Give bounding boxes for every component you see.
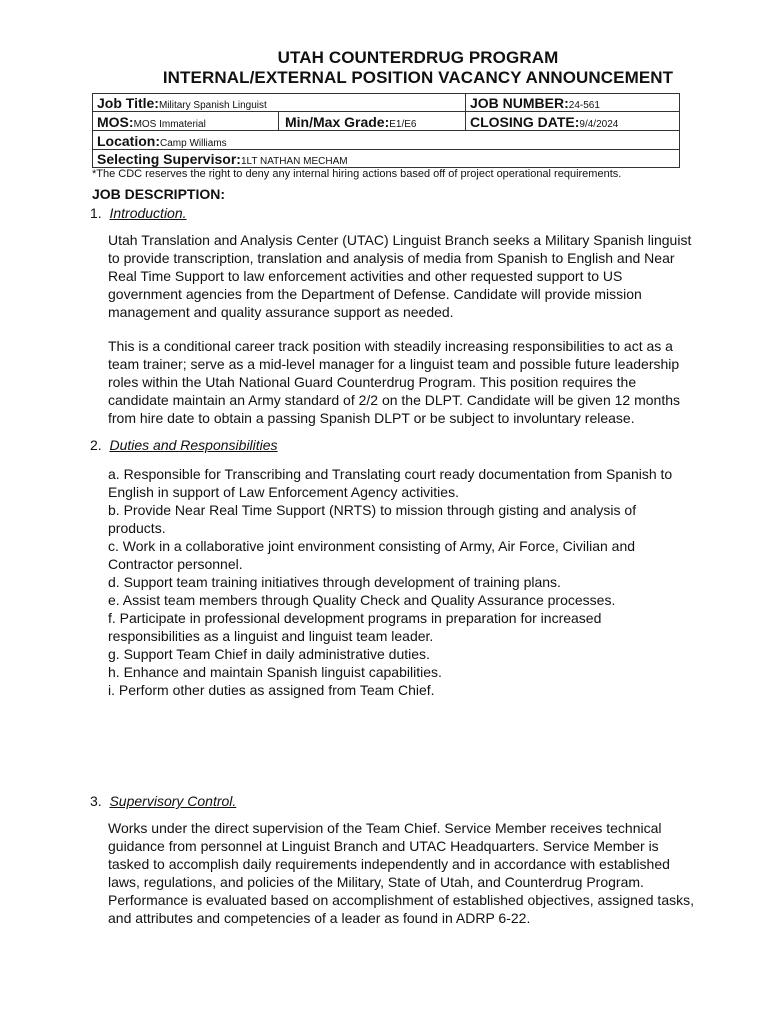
mos-value: MOS Immaterial bbox=[133, 119, 206, 130]
document-title-line1: UTAH COUNTERDRUG PROGRAM bbox=[277, 48, 559, 67]
location-field bbox=[97, 133, 227, 152]
list-item: b. Provide Near Real Time Support (NRTS) to mission through gisting and analysis of products. bbox=[108, 502, 637, 536]
location-label: Location: bbox=[97, 133, 160, 149]
list-item: h. Enhance and maintain Spanish linguist capabilities. bbox=[108, 664, 442, 680]
reservation-note: *The CDC reserves the right to deny any internal hiring actions based off of project operational requirements. bbox=[92, 168, 622, 180]
grade-label: Min/Max Grade: bbox=[285, 114, 390, 130]
supervisor-value: 1LT NATHAN MECHAM bbox=[240, 156, 348, 167]
job-title-label: Job Title: bbox=[97, 95, 159, 111]
mos-field bbox=[97, 114, 206, 133]
list-item: i. Perform other duties as assigned from Team Chief. bbox=[108, 682, 435, 698]
section-title: Duties and Responsibilities bbox=[109, 437, 278, 453]
section-number: 2. bbox=[90, 437, 102, 453]
document-title-line2: INTERNAL/EXTERNAL POSITION VACANCY ANNOUNCEMENT bbox=[162, 68, 674, 87]
job-number-value: 24-561 bbox=[568, 100, 600, 111]
section-title: Introduction. bbox=[109, 205, 187, 221]
info-divider-right bbox=[465, 93, 466, 131]
duties-list bbox=[108, 465, 748, 699]
job-description-heading: JOB DESCRIPTION: bbox=[92, 186, 226, 202]
list-item: c. Work in a collaborative joint environment consisting of Army, Air Force, Civilian and Contractor personnel. bbox=[108, 538, 636, 572]
list-item: e. Assist team members through Quality Check and Quality Assurance processes. bbox=[108, 592, 616, 608]
closing-date-label: CLOSING DATE: bbox=[470, 114, 580, 130]
section-title: Supervisory Control. bbox=[109, 793, 237, 809]
section-number: 1. bbox=[90, 205, 102, 221]
closing-date-value: 9/4/2024 bbox=[579, 119, 619, 130]
introduction-paragraph-1: Utah Translation and Analysis Center (UTAC) Linguist Branch seeks a Military Spanish linguist to provide transcription, translation and analysis of media from Spanish to English and Near Real Time Support to law enforcement activities and other requested support to US government agencies from the Department of Defense. Candidate will provide mission management and quality assurance support as needed. bbox=[108, 232, 692, 320]
section-introduction-heading bbox=[90, 205, 187, 221]
info-divider-mid bbox=[278, 111, 279, 131]
introduction-paragraph-2: This is a conditional career track position with steadily increasing responsibilities to act as a team trainer; serve as a mid-level manager for a linguist team and possible future leadership roles within the Utah National Guard Counterdrug Program. This position requires the candidate maintain an Army standard of 2/2 on the DLPT. Candidate will be given 12 months from hire date to obtain a passing Spanish DLPT or be subject to involuntary release. bbox=[108, 338, 681, 426]
job-number-label: JOB NUMBER: bbox=[470, 95, 569, 111]
list-item: g. Support Team Chief in daily administrative duties. bbox=[108, 646, 430, 662]
mos-label: MOS: bbox=[97, 114, 134, 130]
list-item: d. Support team training initiatives through development of training plans. bbox=[108, 574, 561, 590]
grade-field bbox=[285, 114, 417, 133]
closing-date-field bbox=[470, 114, 618, 133]
job-title-field bbox=[97, 95, 267, 114]
section-supervisory-heading bbox=[90, 793, 236, 809]
job-title-value: Military Spanish Linguist bbox=[158, 100, 267, 111]
job-number-field bbox=[470, 95, 600, 114]
section-duties-heading bbox=[90, 437, 278, 453]
list-item: f. Participate in professional development programs in preparation for increased responsibilities as a linguist and linguist team leader. bbox=[108, 610, 602, 644]
grade-value: E1/E6 bbox=[389, 119, 417, 130]
section-number: 3. bbox=[90, 793, 102, 809]
list-item: a. Responsible for Transcribing and Translating court ready documentation from Spanish to English in support of Law Enforcement Agency activities. bbox=[108, 466, 673, 500]
supervisory-paragraph: Works under the direct supervision of the Team Chief. Service Member receives technical guidance from personnel at Linguist Branch and UTAC Headquarters. Service Member is tasked to accomplish daily requirements independently and in accordance with established laws, regulations, and policies of the Military, State of Utah, and Counterdrug Program. Performance is evaluated based on accomplishment of established objectives, assigned tasks, and attributes and competencies of a leader as found in ADRP 6-22. bbox=[108, 820, 694, 926]
supervisor-label: Selecting Supervisor: bbox=[97, 151, 241, 167]
location-value: Camp Williams bbox=[160, 138, 227, 149]
